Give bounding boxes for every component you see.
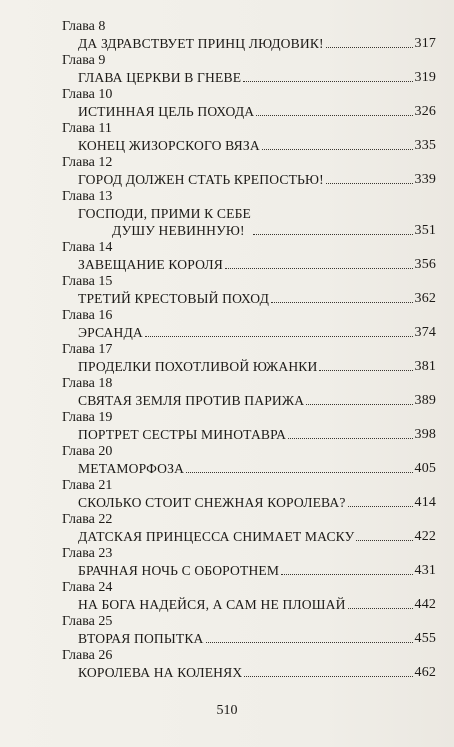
chapter-entry (78, 256, 436, 273)
page-ref: 405 (414, 461, 436, 476)
page-ref: 335 (414, 138, 436, 153)
dot-leader (281, 574, 412, 575)
chapter-entry (78, 358, 436, 375)
chapter-entry (78, 426, 436, 443)
toc-item-chapter-9 (62, 52, 436, 86)
chapter-title: ЭРСАНДА (78, 325, 143, 340)
chapter-label: Глава 15 (62, 274, 113, 289)
page-ref: 422 (414, 529, 436, 544)
chapter-entry (78, 137, 436, 154)
chapter-title: ДА ЗДРАВСТВУЕТ ПРИНЦ ЛЮДОВИК! (78, 36, 324, 51)
toc-item-chapter-8 (62, 18, 436, 52)
chapter-label: Глава 9 (62, 53, 106, 68)
chapter-title: КОНЕЦ ЖИЗОРСКОГО ВЯЗА (78, 138, 260, 153)
chapter-entry (78, 69, 436, 86)
dot-leader (348, 506, 413, 507)
toc-item-chapter-12 (62, 154, 436, 188)
chapter-title-block (78, 205, 251, 239)
page-ref: 414 (414, 495, 436, 510)
toc-item-chapter-26 (62, 647, 436, 681)
toc-item-chapter-19 (62, 409, 436, 443)
toc-item-chapter-20 (62, 443, 436, 477)
page-ref: 462 (414, 665, 436, 680)
page-ref: 374 (414, 325, 436, 340)
page-ref: 381 (414, 359, 436, 374)
chapter-label: Глава 24 (62, 580, 113, 595)
chapter-entry (78, 205, 436, 239)
chapter-title: ТРЕТИЙ КРЕСТОВЫЙ ПОХОД (78, 291, 269, 306)
page-ref: 442 (414, 597, 436, 612)
chapter-label: Глава 20 (62, 444, 113, 459)
dot-leader (306, 404, 412, 405)
chapter-title: ПРОДЕЛКИ ПОХОТЛИВОЙ ЮЖАНКИ (78, 359, 318, 374)
page-ref: 431 (414, 563, 436, 578)
dot-leader (225, 268, 413, 269)
toc-item-chapter-22 (62, 511, 436, 545)
chapter-title: ГЛАВА ЦЕРКВИ В ГНЕВЕ (78, 70, 242, 85)
dot-leader (319, 370, 412, 371)
chapter-entry (78, 324, 436, 341)
chapter-entry (78, 290, 436, 307)
chapter-entry (78, 35, 436, 52)
toc-item-chapter-23 (62, 545, 436, 579)
chapter-label: Глава 13 (62, 189, 113, 204)
page-ref: 398 (414, 427, 436, 442)
chapter-label: Глава 10 (62, 87, 113, 102)
chapter-title: ЗАВЕЩАНИЕ КОРОЛЯ (78, 257, 223, 272)
chapter-label: Глава 23 (62, 546, 113, 561)
chapter-entry (78, 460, 436, 477)
page-ref: 455 (414, 631, 436, 646)
dot-leader (206, 642, 413, 643)
chapter-entry (78, 630, 436, 647)
chapter-title: СКОЛЬКО СТОИТ СНЕЖНАЯ КОРОЛЕВА? (78, 495, 346, 510)
toc-item-chapter-11 (62, 120, 436, 154)
dot-leader (244, 676, 412, 677)
toc-item-chapter-15 (62, 273, 436, 307)
chapter-title: МЕТАМОРФОЗА (78, 461, 185, 476)
page-ref: 339 (414, 172, 436, 187)
dot-leader (348, 608, 413, 609)
chapter-label: Глава 21 (62, 478, 113, 493)
chapter-label: Глава 16 (62, 308, 113, 323)
chapter-title: НА БОГА НАДЕЙСЯ, А САМ НЕ ПЛОШАЙ (78, 597, 346, 612)
table-of-contents (62, 18, 436, 681)
chapter-title-continuation: ДУШУ НЕВИННУЮ! (112, 223, 245, 238)
chapter-entry (78, 103, 436, 120)
chapter-entry (78, 171, 436, 188)
toc-item-chapter-18 (62, 375, 436, 409)
page-number: 510 (216, 703, 238, 718)
chapter-title: ГОСПОДИ, ПРИМИ К СЕБЕ (78, 206, 252, 221)
dot-leader (326, 47, 413, 48)
dot-leader (262, 149, 413, 150)
dot-leader (288, 438, 412, 439)
dot-leader (253, 234, 413, 235)
chapter-label: Глава 17 (62, 342, 113, 357)
toc-item-chapter-10 (62, 86, 436, 120)
dot-leader (326, 183, 413, 184)
dot-leader (243, 81, 412, 82)
toc-item-chapter-13 (62, 188, 436, 239)
toc-item-chapter-16 (62, 307, 436, 341)
toc-item-chapter-25 (62, 613, 436, 647)
chapter-label: Глава 12 (62, 155, 113, 170)
page-ref: 326 (414, 104, 436, 119)
page-ref: 389 (414, 393, 436, 408)
chapter-title: СВЯТАЯ ЗЕМЛЯ ПРОТИВ ПАРИЖА (78, 393, 305, 408)
dot-leader (186, 472, 412, 473)
chapter-title: КОРОЛЕВА НА КОЛЕНЯХ (78, 665, 243, 680)
chapter-entry (78, 392, 436, 409)
chapter-entry (78, 562, 436, 579)
page-ref: 351 (414, 223, 436, 238)
chapter-label: Глава 11 (62, 121, 112, 136)
chapter-label: Глава 19 (62, 410, 113, 425)
dot-leader (356, 540, 412, 541)
chapter-label: Глава 8 (62, 19, 106, 34)
page-ref: 356 (414, 257, 436, 272)
toc-item-chapter-21 (62, 477, 436, 511)
toc-item-chapter-17 (62, 341, 436, 375)
page-ref: 319 (414, 70, 436, 85)
page-ref: 362 (414, 291, 436, 306)
dot-leader (256, 115, 412, 116)
chapter-entry (78, 528, 436, 545)
chapter-label: Глава 25 (62, 614, 113, 629)
chapter-title: БРАЧНАЯ НОЧЬ С ОБОРОТНЕМ (78, 563, 280, 578)
chapter-entry (78, 494, 436, 511)
chapter-entry (78, 664, 436, 681)
chapter-label: Глава 14 (62, 240, 113, 255)
chapter-title: ПОРТРЕТ СЕСТРЫ МИНОТАВРА (78, 427, 287, 442)
page-ref: 317 (414, 36, 436, 51)
toc-item-chapter-24 (62, 579, 436, 613)
dot-leader (271, 302, 413, 303)
chapter-title: ДАТСКАЯ ПРИНЦЕССА СНИМАЕТ МАСКУ (78, 529, 355, 544)
chapter-title: ИСТИННАЯ ЦЕЛЬ ПОХОДА (78, 104, 255, 119)
chapter-label: Глава 18 (62, 376, 113, 391)
chapter-label: Глава 22 (62, 512, 113, 527)
chapter-title: ГОРОД ДОЛЖЕН СТАТЬ КРЕПОСТЬЮ! (78, 172, 324, 187)
chapter-label: Глава 26 (62, 648, 113, 663)
chapter-entry (78, 596, 436, 613)
toc-item-chapter-14 (62, 239, 436, 273)
dot-leader (145, 336, 413, 337)
chapter-title: ВТОРАЯ ПОПЫТКА (78, 631, 204, 646)
